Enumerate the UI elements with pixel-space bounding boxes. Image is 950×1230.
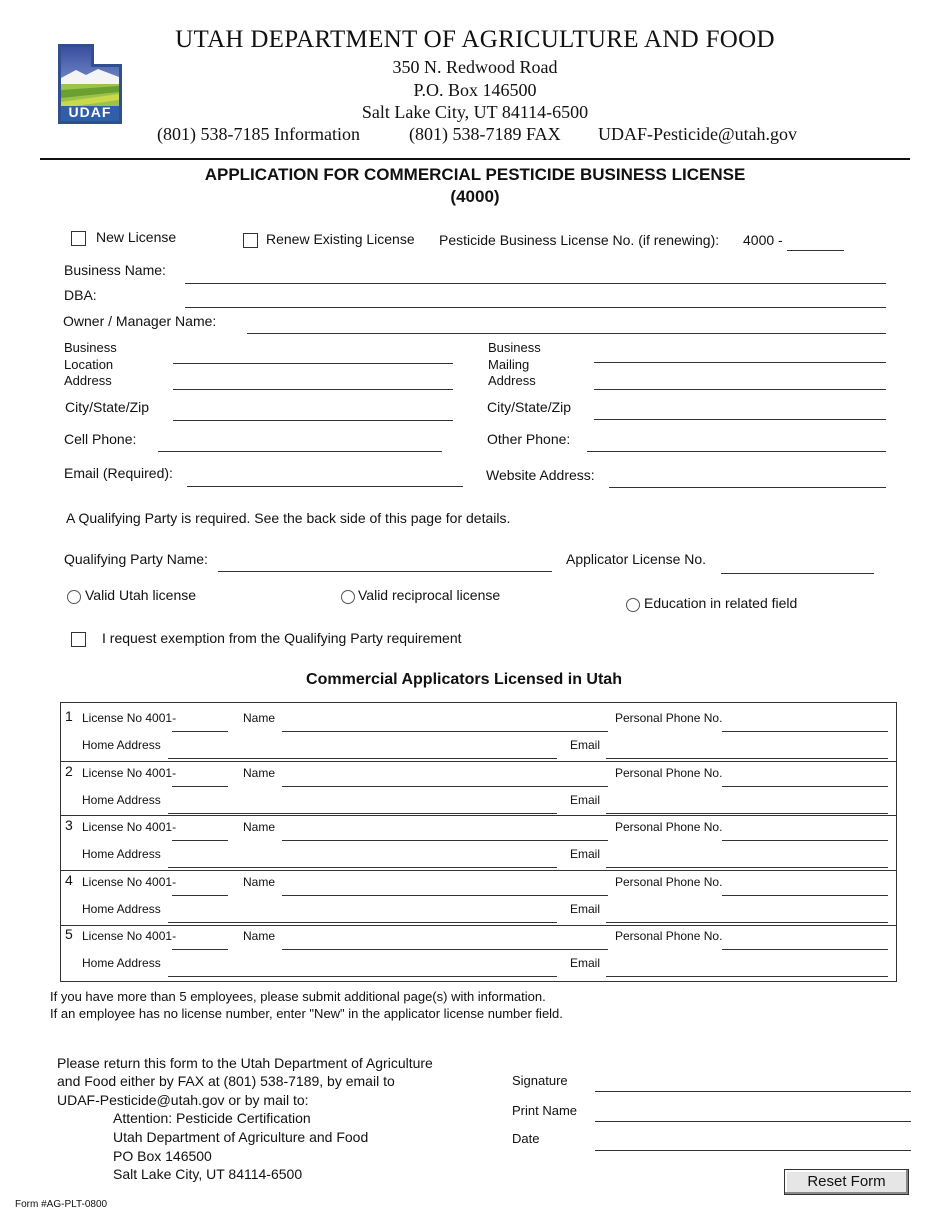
- return-line-7: Salt Lake City, UT 84114-6500: [113, 1166, 303, 1182]
- row-separator: [60, 815, 897, 816]
- applicator-email-label: Email: [570, 847, 601, 861]
- applicator-home-address-field[interactable]: [168, 922, 557, 923]
- owner-field[interactable]: [247, 333, 886, 334]
- row-separator: [60, 761, 897, 762]
- print-name-label: Print Name: [512, 1103, 578, 1118]
- qualifying-party-name-field[interactable]: [218, 571, 552, 572]
- valid-reciprocal-license-radio[interactable]: [341, 590, 355, 604]
- applicator-name-label: Name: [243, 820, 276, 834]
- return-line-6: PO Box 146500: [113, 1148, 212, 1164]
- applicator-personal-phone-field[interactable]: [722, 731, 888, 732]
- form-number: Form #AG-PLT-0800: [15, 1199, 108, 1210]
- cell-phone-label: Cell Phone:: [64, 431, 137, 447]
- row-separator: [60, 870, 897, 871]
- return-line-1: Please return this form to the Utah Department of Agriculture: [57, 1055, 433, 1071]
- applicator-name-label: Name: [243, 766, 276, 780]
- applicator-email-field[interactable]: [606, 922, 888, 923]
- location-address-field-2[interactable]: [173, 389, 453, 390]
- mailing-address-field-1[interactable]: [594, 362, 886, 363]
- qualifying-party-name-label: Qualifying Party Name:: [64, 551, 208, 567]
- phone-information: (801) 538-7185 Information: [157, 124, 360, 144]
- applicator-email-field[interactable]: [606, 758, 888, 759]
- agency-city: Salt Lake City, UT 84114-6500: [361, 102, 589, 122]
- applicator-home-address-field[interactable]: [168, 976, 557, 977]
- applicator-home-address-label: Home Address: [82, 956, 161, 970]
- agency-street: 350 N. Redwood Road: [392, 57, 558, 77]
- applicator-row-number: 5: [65, 926, 73, 942]
- applicator-personal-phone-field[interactable]: [722, 895, 888, 896]
- new-license-checkbox[interactable]: [71, 231, 86, 246]
- exemption-label: I request exemption from the Qualifying Party requirement: [102, 630, 462, 646]
- row-separator: [60, 925, 897, 926]
- license-number-label: Pesticide Business License No. (if renewing):: [439, 232, 720, 248]
- print-name-field[interactable]: [595, 1121, 911, 1122]
- location-address-field-1[interactable]: [173, 363, 453, 364]
- applicator-license-no-label: License No 4001-: [82, 929, 177, 943]
- mailing-address-label-2: Mailing: [488, 357, 530, 372]
- return-line-4: Attention: Pesticide Certification: [113, 1110, 311, 1126]
- applicator-name-field[interactable]: [282, 840, 608, 841]
- logo-text: UDAF: [68, 104, 112, 120]
- mailing-city-state-zip-field[interactable]: [594, 419, 886, 420]
- applicator-email-field[interactable]: [606, 976, 888, 977]
- return-line-3: UDAF-Pesticide@utah.gov or by mail to:: [57, 1092, 309, 1108]
- applicator-name-field[interactable]: [282, 731, 608, 732]
- mailing-city-state-zip-label: City/State/Zip: [487, 399, 572, 415]
- applicator-home-address-label: Home Address: [82, 738, 161, 752]
- other-phone-field[interactable]: [587, 451, 886, 452]
- applicator-personal-phone-field[interactable]: [722, 840, 888, 841]
- applicator-license-no-field[interactable]: [172, 731, 228, 732]
- signature-label: Signature: [512, 1073, 568, 1088]
- signature-field[interactable]: [595, 1091, 911, 1092]
- header-divider: [40, 158, 910, 160]
- agency-name: UTAH DEPARTMENT OF AGRICULTURE AND FOOD: [175, 26, 775, 53]
- applicator-name-field[interactable]: [282, 895, 608, 896]
- applicator-email-label: Email: [570, 738, 601, 752]
- applicator-license-no-label: License No 4001-: [82, 820, 177, 834]
- other-phone-label: Other Phone:: [487, 431, 571, 447]
- exemption-checkbox[interactable]: [71, 632, 86, 647]
- location-address-label-1: Business: [64, 340, 117, 355]
- business-name-label: Business Name:: [64, 262, 166, 278]
- renew-license-checkbox[interactable]: [243, 233, 258, 248]
- form-code: (4000): [450, 187, 500, 206]
- applicators-heading: Commercial Applicators Licensed in Utah: [306, 671, 622, 688]
- applicator-home-address-field[interactable]: [168, 758, 557, 759]
- no-license-note: If an employee has no license number, enter "New" in the applicator license number field.: [50, 1006, 563, 1021]
- education-label: Education in related field: [644, 595, 798, 611]
- website-field[interactable]: [609, 487, 886, 488]
- dba-label: DBA:: [64, 287, 97, 303]
- website-label: Website Address:: [486, 467, 595, 483]
- renew-license-label: Renew Existing License: [266, 231, 415, 247]
- city-state-zip-label: City/State/Zip: [65, 399, 150, 415]
- applicator-license-field[interactable]: [721, 573, 874, 574]
- applicator-email-field[interactable]: [606, 813, 888, 814]
- form-title: APPLICATION FOR COMMERCIAL PESTICIDE BUSINESS LICENSE: [204, 165, 746, 184]
- applicator-home-address-label: Home Address: [82, 847, 161, 861]
- applicator-name-label: Name: [243, 929, 276, 943]
- applicator-personal-phone-label: Personal Phone No.: [615, 820, 723, 834]
- applicator-license-no-field[interactable]: [172, 949, 228, 950]
- valid-reciprocal-license-label: Valid reciprocal license: [358, 587, 501, 603]
- applicator-personal-phone-field[interactable]: [722, 786, 888, 787]
- email-label: Email (Required):: [64, 465, 173, 481]
- applicator-license-no-field[interactable]: [172, 840, 228, 841]
- applicator-personal-phone-label: Personal Phone No.: [615, 711, 723, 725]
- license-number-field[interactable]: [787, 250, 844, 251]
- applicator-license-label: Applicator License No.: [566, 551, 707, 567]
- location-address-label-3: Address: [64, 373, 112, 388]
- new-license-label: New License: [96, 229, 177, 245]
- city-state-zip-field[interactable]: [173, 420, 453, 421]
- applicator-email-field[interactable]: [606, 867, 888, 868]
- applicator-name-label: Name: [243, 875, 276, 889]
- applicator-row-number: 3: [65, 817, 73, 833]
- applicator-email-label: Email: [570, 902, 601, 916]
- location-address-label-2: Location: [64, 357, 114, 372]
- applicator-license-no-label: License No 4001-: [82, 766, 177, 780]
- mailing-address-label-3: Address: [488, 373, 536, 388]
- qualifying-party-note: A Qualifying Party is required. See the back side of this page for details.: [66, 510, 511, 526]
- agency-email: UDAF-Pesticide@utah.gov: [598, 124, 798, 144]
- reset-form-button[interactable]: Reset Form: [784, 1169, 909, 1195]
- applicator-personal-phone-label: Personal Phone No.: [615, 929, 723, 943]
- business-name-field[interactable]: [185, 283, 886, 284]
- cell-phone-field[interactable]: [158, 451, 442, 452]
- mailing-address-label-1: Business: [488, 340, 541, 355]
- applicator-name-label: Name: [243, 711, 276, 725]
- applicator-personal-phone-field[interactable]: [722, 949, 888, 950]
- applicator-home-address-label: Home Address: [82, 902, 161, 916]
- applicator-row-number: 2: [65, 763, 73, 779]
- applicator-row-number: 1: [65, 708, 73, 724]
- applicator-home-address-field[interactable]: [168, 867, 557, 868]
- applicator-email-label: Email: [570, 956, 601, 970]
- applicator-personal-phone-label: Personal Phone No.: [615, 875, 723, 889]
- applicator-home-address-label: Home Address: [82, 793, 161, 807]
- license-prefix: 4000 -: [743, 232, 783, 248]
- applicator-email-label: Email: [570, 793, 601, 807]
- return-line-5: Utah Department of Agriculture and Food: [113, 1129, 369, 1145]
- applicator-license-no-field[interactable]: [172, 895, 228, 896]
- applicator-name-field[interactable]: [282, 786, 608, 787]
- applicators-table: [60, 702, 897, 982]
- owner-label: Owner / Manager Name:: [63, 313, 217, 329]
- dba-field[interactable]: [185, 307, 886, 308]
- date-field[interactable]: [595, 1150, 911, 1151]
- phone-fax: (801) 538-7189 FAX: [409, 124, 561, 144]
- applicator-row-number: 4: [65, 872, 73, 888]
- applicator-license-no-field[interactable]: [172, 786, 228, 787]
- date-label: Date: [512, 1131, 540, 1146]
- valid-utah-license-radio[interactable]: [67, 590, 81, 604]
- return-line-2: and Food either by FAX at (801) 538-7189, by email to: [57, 1073, 395, 1089]
- applicator-license-no-label: License No 4001-: [82, 711, 177, 725]
- applicator-license-no-label: License No 4001-: [82, 875, 177, 889]
- valid-utah-license-label: Valid Utah license: [85, 587, 197, 603]
- applicator-home-address-field[interactable]: [168, 813, 557, 814]
- email-field[interactable]: [187, 486, 463, 487]
- more-employees-note: If you have more than 5 employees, please submit additional page(s) with information.: [50, 989, 546, 1004]
- agency-po-box: P.O. Box 146500: [413, 80, 537, 100]
- applicator-personal-phone-label: Personal Phone No.: [615, 766, 723, 780]
- mailing-address-field-2[interactable]: [594, 389, 886, 390]
- applicator-name-field[interactable]: [282, 949, 608, 950]
- education-radio[interactable]: [626, 598, 640, 612]
